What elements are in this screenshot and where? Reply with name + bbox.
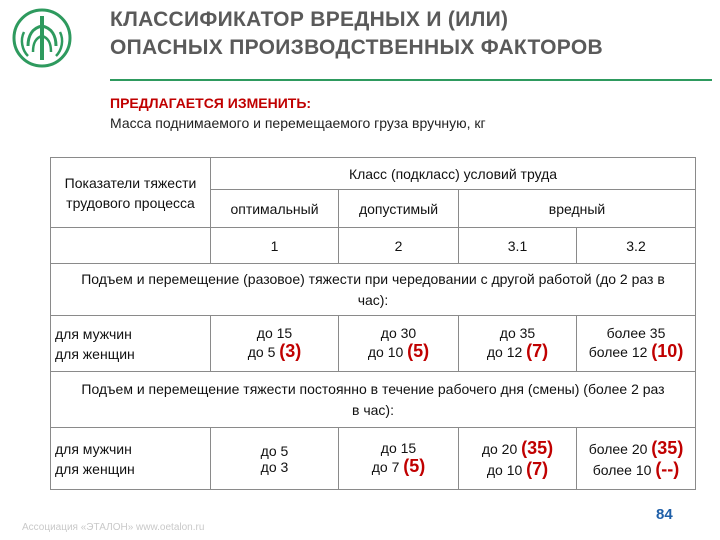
value-men: до 15 bbox=[256, 325, 293, 341]
value-men bbox=[463, 438, 572, 459]
class-number-row bbox=[51, 228, 696, 264]
section-2-title: Подъем и перемещение тяжести постоянно в течение рабочего дня (смены) (более 2 раз в час): bbox=[51, 372, 696, 428]
value-men: до 30 bbox=[380, 325, 417, 341]
value-old: более 20 bbox=[588, 440, 648, 457]
page-title bbox=[110, 6, 710, 62]
section-row bbox=[51, 264, 696, 316]
value-men: более 35 bbox=[606, 325, 666, 341]
table-header-row bbox=[51, 158, 696, 190]
row-labels bbox=[51, 316, 211, 372]
value-old: до 7 bbox=[371, 459, 400, 475]
classification-table bbox=[50, 157, 696, 490]
value-new: (35) bbox=[521, 437, 554, 458]
proposal-block bbox=[110, 93, 486, 133]
value-women bbox=[581, 341, 691, 362]
value-new: (35) bbox=[651, 437, 684, 458]
proposal-label: ПРЕДЛАГАЕТСЯ ИЗМЕНИТЬ: bbox=[110, 95, 312, 111]
value-old: более 12 bbox=[588, 344, 648, 360]
cell-s2-c2 bbox=[339, 428, 459, 490]
class-header: Класс (подкласс) условий труда bbox=[211, 158, 696, 190]
cell-s2-c4 bbox=[577, 428, 696, 490]
value-old: до 20 bbox=[481, 440, 518, 457]
value-men: до 35 bbox=[499, 325, 536, 341]
cell-s2-c1 bbox=[211, 428, 339, 490]
cell-s1-c3 bbox=[459, 316, 577, 372]
value-old: до 5 bbox=[247, 344, 276, 360]
class-number: 2 bbox=[339, 228, 459, 264]
value-men bbox=[581, 438, 691, 459]
value-women bbox=[581, 459, 691, 480]
label-men: для мужчин bbox=[55, 325, 132, 342]
value-women bbox=[343, 341, 454, 362]
proposal-subtitle: Масса поднимаемого и перемещаемого груза вручную, кг bbox=[110, 115, 486, 131]
table-row bbox=[51, 428, 696, 490]
value-new: (7) bbox=[526, 341, 549, 361]
label-women: для женщин bbox=[55, 345, 135, 362]
value-men: до 15 bbox=[380, 440, 417, 456]
row-labels bbox=[51, 428, 211, 490]
value-old: до 12 bbox=[486, 344, 523, 360]
title-line-2: ОПАСНЫХ ПРОИЗВОДСТВЕННЫХ ФАКТОРОВ bbox=[110, 36, 603, 59]
cell-s1-c4 bbox=[577, 316, 696, 372]
value-old: до 10 bbox=[367, 344, 404, 360]
section-row bbox=[51, 372, 696, 428]
value-new: (3) bbox=[279, 341, 302, 361]
value-women bbox=[463, 459, 572, 480]
section-1-title: Подъем и перемещение (разовое) тяжести при чередовании с другой работой (до 2 раз в час): bbox=[51, 264, 696, 316]
cell-s1-c1 bbox=[211, 316, 339, 372]
logo-icon bbox=[10, 6, 74, 70]
class-number: 3.1 bbox=[459, 228, 577, 264]
page-number: 84 bbox=[656, 506, 673, 523]
label-men: для мужчин bbox=[55, 440, 132, 457]
class-number: 3.2 bbox=[577, 228, 696, 264]
value-new: (--) bbox=[655, 458, 680, 479]
table-row bbox=[51, 316, 696, 372]
value-women bbox=[463, 341, 572, 362]
cell-s1-c2 bbox=[339, 316, 459, 372]
value-new: (5) bbox=[407, 341, 430, 361]
label-women: для женщин bbox=[55, 460, 135, 477]
value-old: до 10 bbox=[486, 461, 523, 478]
value-women bbox=[343, 456, 454, 477]
col-allowable: допустимый bbox=[339, 190, 459, 228]
title-line-1: КЛАССИФИКАТОР ВРЕДНЫХ И (ИЛИ) bbox=[110, 8, 509, 31]
value-women bbox=[215, 341, 334, 362]
cell-s2-c3 bbox=[459, 428, 577, 490]
class-number: 1 bbox=[211, 228, 339, 264]
value-old: более 10 bbox=[592, 461, 652, 478]
title-divider bbox=[110, 79, 712, 81]
col-harmful: вредный bbox=[459, 190, 696, 228]
value-new: (5) bbox=[403, 456, 426, 476]
indicator-header: Показатели тяжести трудового процесса bbox=[51, 158, 211, 228]
col-optimal: оптимальный bbox=[211, 190, 339, 228]
value-new: (7) bbox=[526, 458, 549, 479]
value-men: до 5 bbox=[260, 442, 289, 459]
footer-source: Ассоциация «ЭТАЛОН» www.oetalon.ru bbox=[22, 522, 205, 533]
value-women: до 3 bbox=[260, 458, 289, 475]
value-new: (10) bbox=[651, 341, 684, 361]
empty-cell bbox=[51, 228, 211, 264]
